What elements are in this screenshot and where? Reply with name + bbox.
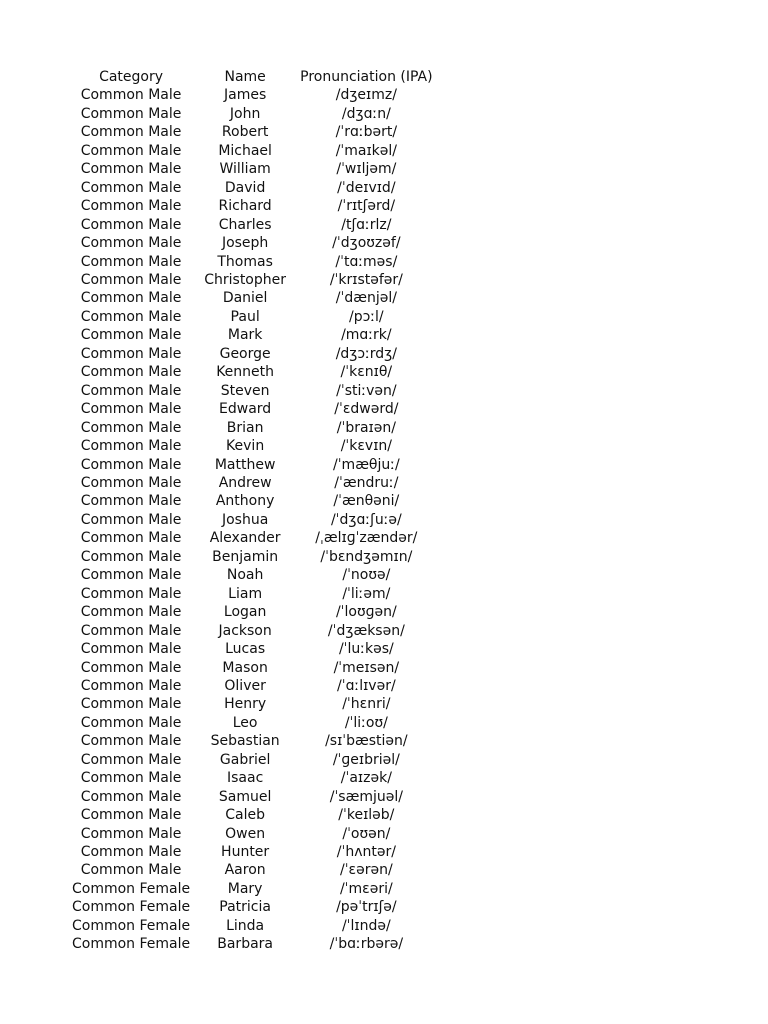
cell-category: Common Male [80, 271, 182, 288]
cell-category: Common Female [72, 880, 191, 897]
cell-category: Common Male [80, 659, 182, 676]
cell-pronunciation: /dʒeɪmz/ [335, 87, 397, 104]
table-row [72, 234, 433, 252]
cell-pronunciation: /ˈænθəni/ [333, 493, 400, 510]
table-row [72, 289, 433, 307]
table-row [72, 917, 433, 935]
cell-category: Common Male [80, 382, 182, 399]
cell-name: David [224, 179, 266, 196]
cell-category: Common Male [80, 585, 182, 602]
table-row [72, 695, 433, 713]
cell-category: Common Male [80, 622, 182, 639]
cell-category: Common Male [80, 253, 182, 270]
table-row [72, 456, 433, 474]
cell-name: Brian [226, 419, 264, 436]
cell-pronunciation: /pəˈtrɪʃə/ [336, 899, 397, 916]
cell-name: Robert [221, 124, 269, 141]
cell-name: Liam [228, 585, 263, 602]
cell-category: Common Male [80, 216, 182, 233]
cell-pronunciation: /ˈɛərən/ [339, 862, 393, 879]
cell-category: Common Male [80, 641, 182, 658]
cell-pronunciation: /sɪˈbæstiən/ [325, 733, 408, 750]
cell-category: Common Male [80, 733, 182, 750]
cell-category: Common Male [80, 327, 182, 344]
table-row [72, 142, 433, 160]
cell-name: Mary [227, 880, 263, 897]
cell-category: Common Male [80, 844, 182, 861]
cell-name: Logan [223, 604, 267, 621]
cell-pronunciation: /ˈmɛəri/ [339, 880, 393, 897]
column-header-name: Name [224, 69, 266, 85]
cell-name: Michael [218, 142, 272, 159]
cell-pronunciation: /ˈdʒoʊzəf/ [332, 235, 401, 252]
cell-name: Thomas [217, 253, 273, 270]
table-row [72, 492, 433, 510]
cell-name: Oliver [224, 677, 266, 694]
table-row [72, 216, 433, 234]
cell-name: John [229, 105, 261, 122]
cell-pronunciation: /ˈmaɪkəl/ [335, 142, 397, 159]
cell-category: Common Male [80, 235, 182, 252]
cell-pronunciation: /ˈhʌntər/ [336, 844, 396, 861]
cell-pronunciation: /ˈbraɪən/ [336, 419, 396, 436]
cell-category: Common Male [80, 677, 182, 694]
cell-pronunciation: /ˈsæmjuəl/ [329, 788, 403, 805]
cell-name: Daniel [222, 290, 268, 307]
table-row [72, 529, 433, 547]
cell-category: Common Male [80, 862, 182, 879]
cell-pronunciation: /ˈoʊən/ [342, 825, 391, 842]
cell-name: Charles [218, 216, 272, 233]
cell-category: Common Male [80, 105, 182, 122]
header-row [72, 68, 433, 86]
cell-category: Common Male [80, 438, 182, 455]
cell-category: Common Male [80, 290, 182, 307]
table-row [72, 308, 433, 326]
cell-name: Kevin [226, 438, 265, 455]
cell-pronunciation: /ˈkɛvɪn/ [340, 438, 393, 455]
cell-name: Samuel [218, 788, 272, 805]
cell-pronunciation: /ˈstiːvən/ [336, 382, 397, 399]
cell-category: Common Female [72, 917, 191, 934]
cell-pronunciation: /ˈbɛndʒəmɪn/ [320, 548, 413, 565]
cell-name: Steven [220, 382, 270, 399]
cell-category: Common Male [80, 567, 182, 584]
table-row [72, 419, 433, 437]
cell-pronunciation: /ˈdænjəl/ [335, 290, 397, 307]
table-row [72, 861, 433, 879]
cell-category: Common Male [80, 807, 182, 824]
cell-pronunciation: /ˈluːkəs/ [338, 641, 394, 658]
table-row [72, 732, 433, 750]
cell-name: Jackson [218, 622, 272, 639]
cell-pronunciation: /ˈdʒæksən/ [327, 622, 405, 639]
cell-pronunciation: /ˈdʒɑːʃuːə/ [330, 511, 402, 528]
table-row [72, 880, 433, 898]
cell-category: Common Male [80, 696, 182, 713]
cell-category: Common Male [80, 87, 182, 104]
cell-pronunciation: /dʒɔːrdʒ/ [335, 345, 397, 362]
cell-pronunciation: /ˈaɪzək/ [340, 770, 392, 787]
table-row [72, 105, 433, 123]
cell-name: Benjamin [212, 548, 279, 565]
cell-name: Sebastian [210, 733, 280, 750]
cell-name: Noah [226, 567, 264, 584]
table-row [72, 548, 433, 566]
table-row [72, 363, 433, 381]
cell-category: Common Male [80, 345, 182, 362]
cell-pronunciation: /ˈhɛnri/ [342, 696, 391, 713]
cell-category: Common Male [80, 179, 182, 196]
cell-category: Common Male [80, 530, 182, 547]
cell-pronunciation: /pɔːl/ [349, 308, 384, 325]
table-row [72, 677, 433, 695]
cell-category: Common Male [80, 401, 182, 418]
cell-pronunciation: /ˈkɛnɪθ/ [340, 364, 393, 381]
table-header [72, 68, 433, 86]
cell-category: Common Male [80, 474, 182, 491]
cell-category: Common Male [80, 493, 182, 510]
cell-name: Mason [222, 659, 268, 676]
cell-pronunciation: /ˈnoʊə/ [342, 567, 391, 584]
cell-pronunciation: /ˈɑːlɪvər/ [337, 677, 396, 694]
cell-name: Mark [227, 327, 263, 344]
table-row [72, 123, 433, 141]
table-row [72, 179, 433, 197]
table-row [72, 898, 433, 916]
table-row [72, 326, 433, 344]
cell-category: Common Male [80, 456, 182, 473]
table-row [72, 400, 433, 418]
cell-name: Anthony [215, 493, 275, 510]
cell-pronunciation: /ˈkeɪləb/ [338, 807, 395, 824]
cell-name: Edward [219, 401, 272, 418]
cell-name: George [219, 345, 271, 362]
cell-pronunciation: /ˈdeɪvɪd/ [337, 179, 396, 196]
cell-name: Richard [218, 198, 272, 215]
cell-pronunciation: /mɑːrk/ [341, 327, 392, 344]
cell-category: Common Male [80, 511, 182, 528]
cell-category: Common Male [80, 770, 182, 787]
table-row [72, 806, 433, 824]
cell-name: Christopher [204, 271, 287, 288]
table-row [72, 511, 433, 529]
cell-pronunciation: /ˈwɪljəm/ [336, 161, 397, 178]
cell-pronunciation: /ˈkrɪstəfər/ [329, 271, 403, 288]
cell-name: Matthew [214, 456, 276, 473]
cell-category: Common Female [72, 936, 191, 953]
cell-pronunciation: /ˈɛdwərd/ [334, 401, 399, 418]
cell-category: Common Male [80, 124, 182, 141]
cell-category: Common Male [80, 364, 182, 381]
cell-name: Patricia [219, 899, 271, 916]
table-row [72, 585, 433, 603]
cell-name: Gabriel [219, 751, 271, 768]
cell-name: Andrew [218, 474, 272, 491]
table-row [72, 566, 433, 584]
column-header-category: Category [99, 69, 164, 85]
column-header-pronunciation: Pronunciation (IPA) [300, 69, 433, 85]
cell-name: Kenneth [216, 364, 275, 381]
cell-category: Common Male [80, 788, 182, 805]
table-row [72, 382, 433, 400]
cell-pronunciation: /ˈrɑːbərt/ [335, 124, 398, 141]
cell-pronunciation: /ˈɡeɪbriəl/ [332, 751, 400, 768]
cell-name: Lucas [225, 641, 266, 658]
cell-name: Henry [224, 696, 267, 713]
table-row [72, 769, 433, 787]
cell-name: Isaac [226, 770, 264, 787]
cell-name: Aaron [224, 862, 266, 879]
cell-name: Joshua [221, 511, 269, 528]
cell-pronunciation: /ˈmeɪsən/ [333, 659, 400, 676]
cell-name: Leo [232, 714, 258, 731]
cell-pronunciation: /ˈliːəm/ [342, 585, 391, 602]
cell-pronunciation: /ˈliːoʊ/ [344, 714, 388, 731]
cell-category: Common Male [80, 308, 182, 325]
table-row [72, 345, 433, 363]
table-row [72, 843, 433, 861]
cell-pronunciation: /dʒɑːn/ [341, 105, 391, 122]
cell-pronunciation: /ˈloʊɡən/ [335, 604, 397, 621]
cell-name: Paul [230, 308, 260, 325]
cell-category: Common Male [80, 142, 182, 159]
cell-name: Owen [225, 825, 266, 842]
table-row [72, 253, 433, 271]
cell-category: Common Male [80, 419, 182, 436]
cell-pronunciation: /ˈtɑːməs/ [335, 253, 398, 270]
cell-name: Linda [226, 917, 265, 934]
cell-category: Common Male [80, 751, 182, 768]
cell-category: Common Male [80, 604, 182, 621]
table-row [72, 788, 433, 806]
cell-pronunciation: /ˈbɑːrbərə/ [329, 936, 404, 953]
cell-category: Common Female [72, 899, 191, 916]
names-table [72, 68, 433, 954]
table-row [72, 622, 433, 640]
cell-category: Common Male [80, 714, 182, 731]
table-row [72, 603, 433, 621]
cell-pronunciation: /ˈlɪndə/ [341, 917, 391, 934]
table-row [72, 935, 433, 953]
cell-name: William [219, 161, 271, 178]
table-row [72, 659, 433, 677]
table-body [72, 86, 433, 953]
cell-name: Caleb [225, 807, 265, 824]
cell-category: Common Male [80, 198, 182, 215]
table-row [72, 825, 433, 843]
cell-pronunciation: /tʃɑːrlz/ [341, 216, 392, 233]
cell-name: Hunter [221, 844, 270, 861]
cell-name: James [223, 87, 267, 104]
table-row [72, 640, 433, 658]
cell-name: Joseph [221, 235, 269, 252]
cell-pronunciation: /ˈændruː/ [334, 474, 399, 491]
table-row [72, 474, 433, 492]
cell-pronunciation: /ˈrɪtʃərd/ [337, 198, 396, 215]
table-row [72, 271, 433, 289]
table-row [72, 714, 433, 732]
cell-category: Common Male [80, 825, 182, 842]
table-row [72, 86, 433, 104]
table-row [72, 751, 433, 769]
cell-category: Common Male [80, 161, 182, 178]
table-row [72, 160, 433, 178]
cell-name: Alexander [209, 530, 281, 547]
cell-pronunciation: /ˈmæθjuː/ [332, 456, 400, 473]
cell-category: Common Male [80, 548, 182, 565]
cell-pronunciation: /ˌælɪɡˈzændər/ [315, 530, 418, 547]
cell-name: Barbara [217, 936, 273, 953]
table-row [72, 197, 433, 215]
table-row [72, 437, 433, 455]
